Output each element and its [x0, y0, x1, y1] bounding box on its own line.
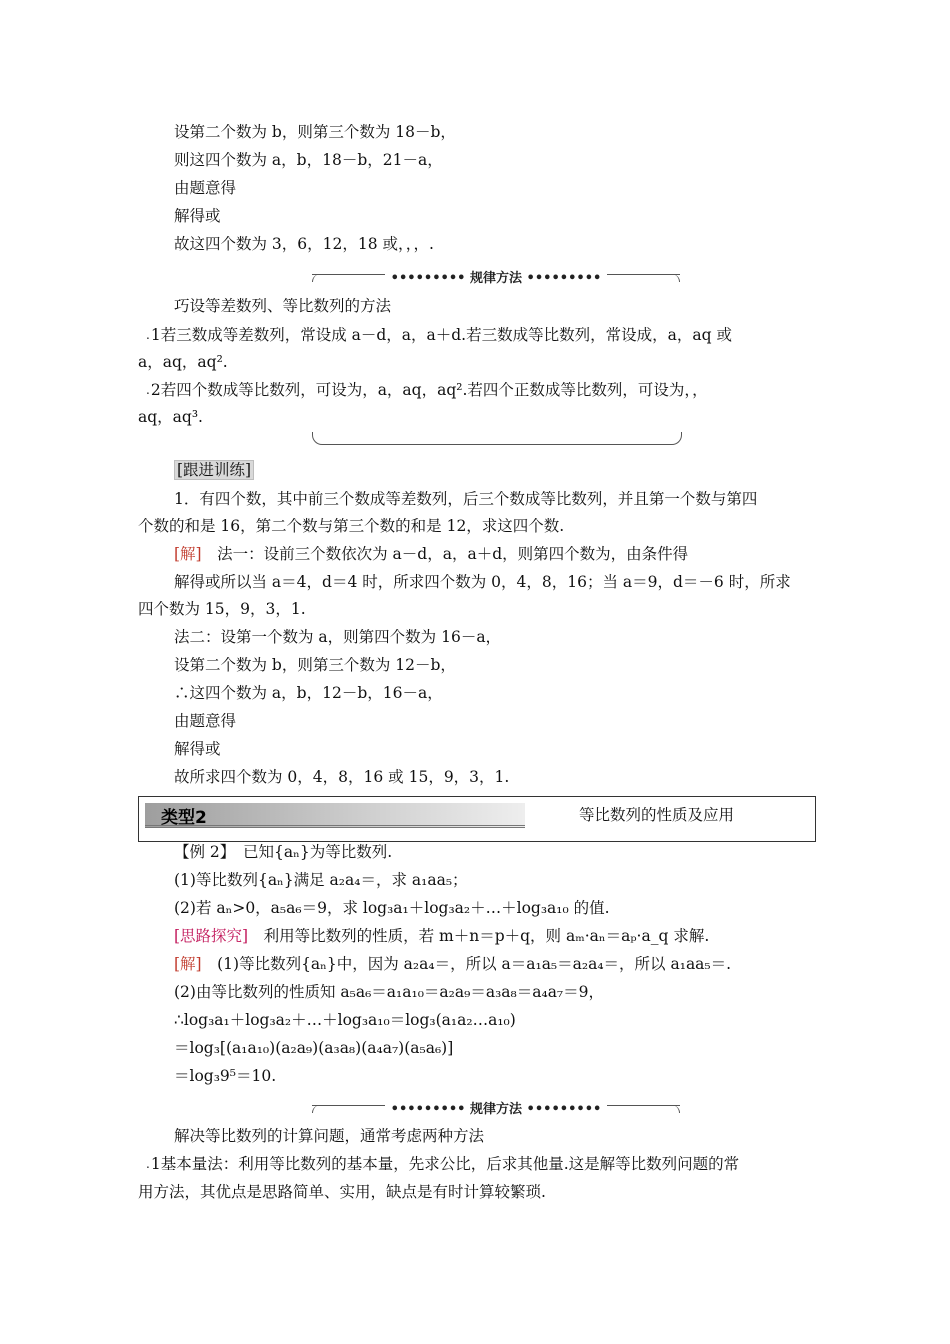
text-line: 设第二个数为 b，则第三个数为 18－b，	[174, 123, 456, 141]
text-line: 解得或	[174, 207, 221, 225]
example-title: 【例 2】 已知{aₙ}为等比数列.	[174, 843, 393, 861]
solution-line: ＝log₃[(a₁a₁₀)(a₂a₉)(a₃a₈)(a₄a₇)(a₅a₆)]	[174, 1039, 454, 1057]
text-line: 故这四个数为 3，6，12，18 或，，，.	[174, 235, 434, 253]
type-section-box	[138, 796, 816, 842]
solution-line: ∴这四个数为 a，b，12－b，16－a，	[174, 684, 443, 702]
method-footer	[312, 432, 682, 445]
text-line: 则这四个数为 a，b，18－b，21－a，	[174, 151, 443, 169]
method-item: .2若四个数成等比数列，可设为，a，aq，aq².若四个正数成等比数列，可设为，，	[146, 381, 708, 399]
solution-line: 法二：设第一个数为 a，则第四个数为 16－a，	[174, 628, 502, 646]
solution-tag: [解]	[174, 955, 202, 973]
solution-line: 四个数为 15，9，3，1.	[138, 600, 306, 618]
solution-line: 由题意得	[174, 712, 237, 730]
method-title: 解决等比数列的计算问题，通常考虑两种方法	[174, 1127, 485, 1145]
text-line: 由题意得	[174, 179, 237, 197]
method-item-cont: a，aq，aq².	[138, 353, 228, 371]
solution-line: 解得或	[174, 740, 221, 758]
type-title: 等比数列的性质及应用	[579, 806, 735, 824]
method-item: .1基本量法：利用等比数列的基本量，先求公比，后求其他量.这是解等比数列问题的常	[146, 1155, 740, 1173]
method-item-cont: 用方法，其优点是思路简单、实用，缺点是有时计算较繁琐.	[138, 1183, 546, 1201]
method-header: ••••••••• 规律方法 •••••••••	[312, 1097, 680, 1113]
method-label: 规律方法	[469, 1102, 522, 1117]
solution-tag: [解]	[174, 545, 202, 563]
practice-heading: [跟进训练]	[174, 459, 254, 481]
solution-line: 解得或所以当 a＝4，d＝4 时，所求四个数为 0，4，8，16；当 a＝9，d＝－6 时，所求	[174, 573, 791, 591]
question-text: 个数的和是 16，第二个数与第三个数的和是 12，求这四个数.	[138, 517, 565, 535]
solution-line: ∴log₃a₁＋log₃a₂＋…＋log₃a₁₀＝log₃(a₁a₂…a₁₀)	[174, 1011, 516, 1029]
idea-line: [思路探究] 利用等比数列的性质，若 m＋n＝p＋q，则 aₘ·aₙ＝aₚ·a_q 求解.	[174, 927, 710, 945]
method-label: 规律方法	[469, 271, 522, 286]
method-item-cont: aq，aq³.	[138, 408, 203, 426]
method-title: 巧设等差数列、等比数列的方法	[174, 297, 392, 315]
example-part: (2)若 aₙ>0，a₅a₆＝9，求 log₃a₁＋log₃a₂＋…＋log₃a₁₀ 的值.	[174, 899, 610, 917]
solution-line: ＝log₃9⁵＝10.	[174, 1067, 277, 1085]
solution-line: (2)由等比数列的性质知 a₅a₆＝a₁a₁₀＝a₂a₉＝a₃a₈＝a₄a₇＝9，	[174, 983, 605, 1001]
method-item: .1若三数成等差数列，常设成 a－d，a，a＋d.若三数成等比数列，常设成，a，aq 或	[146, 326, 732, 344]
solution-line: 故所求四个数为 0，4，8，16 或 15，9，3，1.	[174, 768, 510, 786]
method-header: ••••••••• 规律方法 •••••••••	[312, 266, 680, 282]
example-part: (1)等比数列{aₙ}满足 a₂a₄＝，求 a₁aa₅；	[174, 871, 468, 889]
solution-line: [解] 法一：设前三个数依次为 a－d，a，a＋d，则第四个数为，由条件得	[174, 545, 689, 563]
type-tag: 类型2	[145, 803, 525, 828]
idea-tag: [思路探究]	[174, 927, 249, 945]
question-text: 1．有四个数，其中前三个数成等差数列，后三个数成等比数列，并且第一个数与第四	[174, 490, 758, 508]
solution-line: 设第二个数为 b，则第三个数为 12－b，	[174, 656, 456, 674]
solution-line: [解] (1)等比数列{aₙ}中，因为 a₂a₄＝，所以 a＝a₁a₅＝a₂a₄＝，所以 a₁aa₅＝.	[174, 955, 732, 973]
